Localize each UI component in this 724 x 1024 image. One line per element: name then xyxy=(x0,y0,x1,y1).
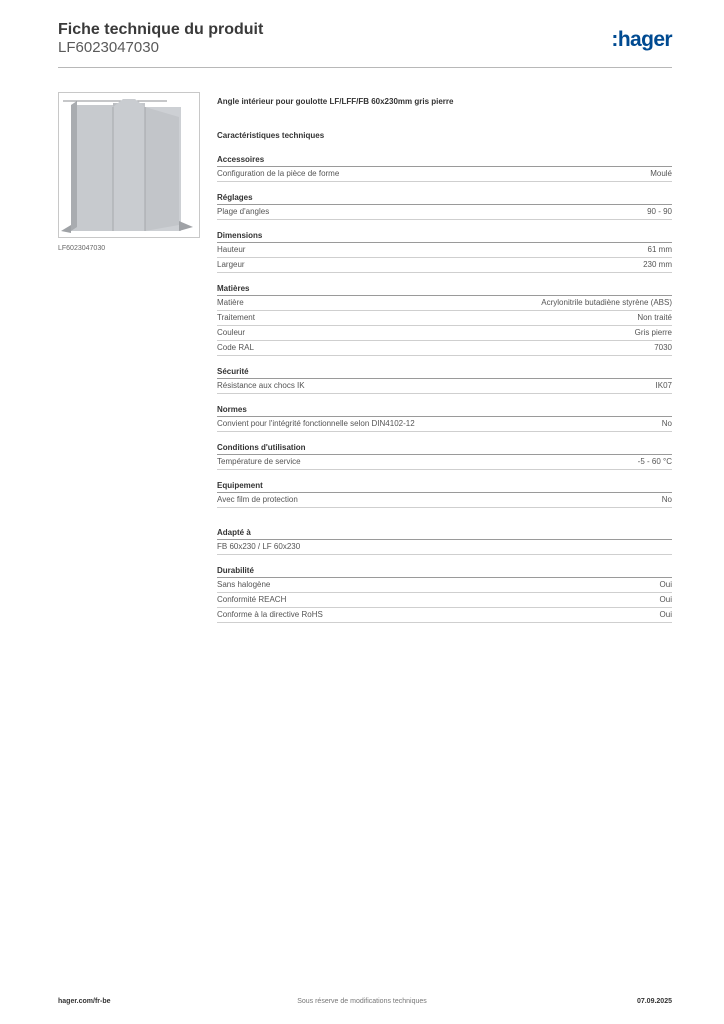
product-details xyxy=(217,96,672,633)
section-title: Réglages xyxy=(217,192,672,205)
spec-value: 61 mm xyxy=(647,245,672,254)
spec-row xyxy=(217,578,672,593)
section-title: Dimensions xyxy=(217,230,672,243)
spec-row xyxy=(217,243,672,258)
spec-label: FB 60x230 / LF 60x230 xyxy=(217,542,301,551)
spec-label: Largeur xyxy=(217,260,245,269)
hager-logo: :hager xyxy=(611,28,672,51)
spec-value: Oui xyxy=(659,580,672,589)
spec-value: No xyxy=(661,419,672,428)
spec-row xyxy=(217,205,672,220)
spec-label: Couleur xyxy=(217,328,246,337)
spec-value: 230 mm xyxy=(643,260,672,269)
spec-label: Conformité REACH xyxy=(217,595,287,604)
section-title: Equipement xyxy=(217,480,672,493)
section-title: Normes xyxy=(217,404,672,417)
spec-row xyxy=(217,455,672,470)
spec-row xyxy=(217,608,672,623)
spec-row xyxy=(217,258,672,273)
spec-section xyxy=(217,154,672,182)
spec-value: Oui xyxy=(659,610,672,619)
spec-label: Résistance aux chocs IK xyxy=(217,381,305,390)
product-reference: LF6023047030 xyxy=(58,39,159,56)
spec-value: IK07 xyxy=(655,381,672,390)
spec-row xyxy=(217,593,672,608)
spec-section xyxy=(217,527,672,555)
spec-section xyxy=(217,565,672,623)
product-name: Angle intérieur pour goulotte LF/LFF/FB 60x230mm gris pierre xyxy=(217,97,454,106)
spec-section xyxy=(217,404,672,432)
section-title: Adapté à xyxy=(217,527,672,540)
spec-row xyxy=(217,326,672,341)
spec-label: Sans halogène xyxy=(217,580,271,589)
spec-section xyxy=(217,480,672,508)
section-title: Matières xyxy=(217,283,672,296)
header-divider xyxy=(58,67,672,68)
spec-value: -5 - 60 °C xyxy=(637,457,672,466)
spec-value: Acrylonitrile butadiène styrène (ABS) xyxy=(541,298,672,307)
spec-value: Moulé xyxy=(650,169,672,178)
spec-value: 90 - 90 xyxy=(647,207,672,216)
spec-value: Oui xyxy=(659,595,672,604)
spec-sections xyxy=(217,154,672,623)
spec-label: Conforme à la directive RoHS xyxy=(217,610,323,619)
spec-row xyxy=(217,341,672,356)
spec-row xyxy=(217,540,672,555)
characteristics-title: Caractéristiques techniques xyxy=(217,131,325,140)
spec-row xyxy=(217,167,672,182)
spec-label: Traitement xyxy=(217,313,255,322)
spec-row xyxy=(217,311,672,326)
spec-section xyxy=(217,230,672,273)
spec-value: 7030 xyxy=(654,343,672,352)
spec-row xyxy=(217,379,672,394)
spec-row xyxy=(217,493,672,508)
spec-value: No xyxy=(661,495,672,504)
section-title: Conditions d'utilisation xyxy=(217,442,672,455)
spec-value: Gris pierre xyxy=(634,328,672,337)
spec-section xyxy=(217,366,672,394)
spec-value: Non traité xyxy=(637,313,672,322)
spec-section xyxy=(217,192,672,220)
spec-label: Hauteur xyxy=(217,245,246,254)
image-caption: LF6023047030 xyxy=(58,245,106,252)
section-title: Sécurité xyxy=(217,366,672,379)
brand-name: hager xyxy=(617,28,672,51)
spec-label: Code RAL xyxy=(217,343,254,352)
spec-label: Matière xyxy=(217,298,244,307)
section-title: Accessoires xyxy=(217,154,672,167)
spec-label: Configuration de la pièce de forme xyxy=(217,169,340,178)
spec-label: Avec film de protection xyxy=(217,495,298,504)
spec-label: Plage d'angles xyxy=(217,207,270,216)
spec-row xyxy=(217,417,672,432)
spec-label: Température de service xyxy=(217,457,301,466)
spec-section xyxy=(217,283,672,356)
footer-date: 07.09.2025 xyxy=(636,998,672,1005)
footer-note: Sous réserve de modifications techniques xyxy=(297,998,427,1005)
section-title: Durabilité xyxy=(217,565,672,578)
spec-label: Convient pour l'intégrité fonctionnelle selon DIN4102-12 xyxy=(217,419,415,428)
spec-row xyxy=(217,296,672,311)
page-title: Fiche technique du produit xyxy=(58,21,264,38)
footer-url[interactable]: hager.com/fr-be xyxy=(58,998,111,1005)
spec-section xyxy=(217,442,672,470)
corner-piece-illustration xyxy=(59,93,199,237)
product-image xyxy=(58,92,200,238)
